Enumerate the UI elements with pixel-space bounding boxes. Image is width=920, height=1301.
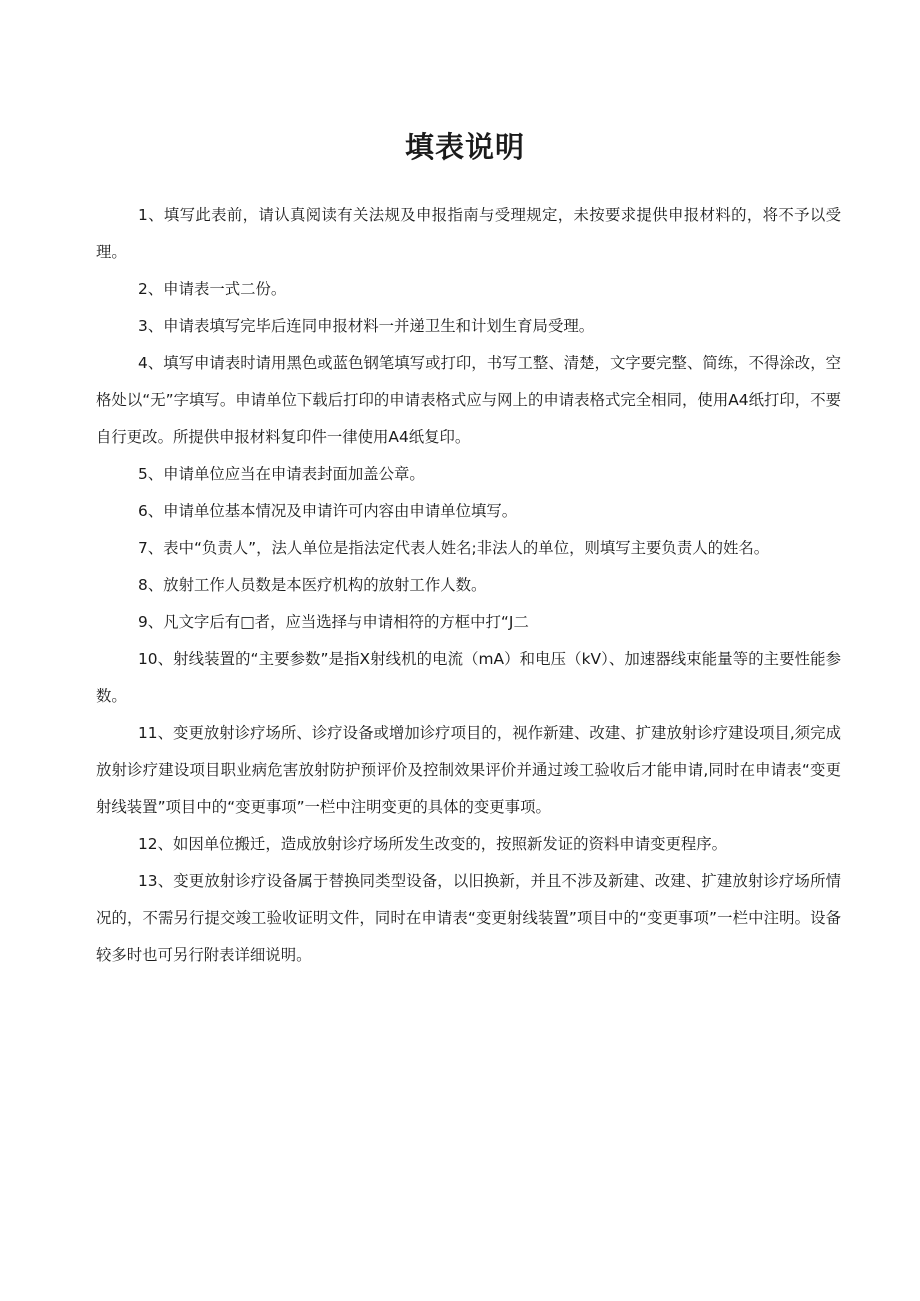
page-title: 填表说明 — [404, 130, 525, 164]
instruction-item-8: 8、放射工作人员数是本医疗机构的放射工作人数。 — [138, 576, 487, 594]
instruction-item-2: 2、申请表一式二份。 — [138, 280, 287, 298]
instruction-item-12: 12、如因单位搬迁，造成放射诊疗场所发生改变的，按照新发证的资料申请变更程序。 — [138, 835, 728, 853]
instruction-item-9: 9、凡文字后有□者，应当选择与申请相符的方框中打“J二 — [138, 613, 529, 631]
instruction-list — [96, 197, 841, 974]
instruction-item-4: 4、填写申请表时请用黑色或蓝色钢笔填写或打印，书写工整、清楚，文字要完整、简练，不得涂改，空格处以“无”字填写。申请单位下载后打印的申请表格式应与网上的申请表格式完全相同，使用A4纸打印，不要自行更改。所提供申报材料复印件一律使用A4纸复印。 — [96, 354, 841, 446]
instruction-item-7: 7、表中“负责人”，法人单位是指法定代表人姓名;非法人的单位，则填写主要负责人的姓名。 — [138, 539, 770, 557]
instruction-item-5: 5、申请单位应当在申请表封面加盖公章。 — [138, 465, 425, 483]
instruction-item-1: 1、填写此表前，请认真阅读有关法规及申报指南与受理规定，未按要求提供申报材料的，将不予以受理。 — [96, 206, 841, 261]
instruction-item-6: 6、申请单位基本情况及申请许可内容由申请单位填写。 — [138, 502, 518, 520]
instruction-item-11: 11、变更放射诊疗场所、诊疗设备或增加诊疗项目的，视作新建、改建、扩建放射诊疗建设项目,须完成放射诊疗建设项目职业病危害放射防护预评价及控制效果评价并通过竣工验收后才能申请,同时在申请表“变更射线装置”项目中的“变更事项”一栏中注明变更的具体的变更事项。 — [96, 724, 841, 816]
instruction-item-10: 10、射线装置的“主要参数”是指X射线机的电流（mA）和电压（kV）、加速器线束能量等的主要性能参数。 — [96, 650, 841, 705]
instruction-item-3: 3、申请表填写完毕后连同申报材料一并递卫生和计划生育局受理。 — [138, 317, 595, 335]
instruction-item-13: 13、变更放射诊疗设备属于替换同类型设备，以旧换新，并且不涉及新建、改建、扩建放射诊疗场所情况的，不需另行提交竣工验收证明文件，同时在申请表“变更射线装置”项目中的“变更事项”一栏中注明。设备较多时也可另行附表详细说明。 — [96, 872, 841, 964]
